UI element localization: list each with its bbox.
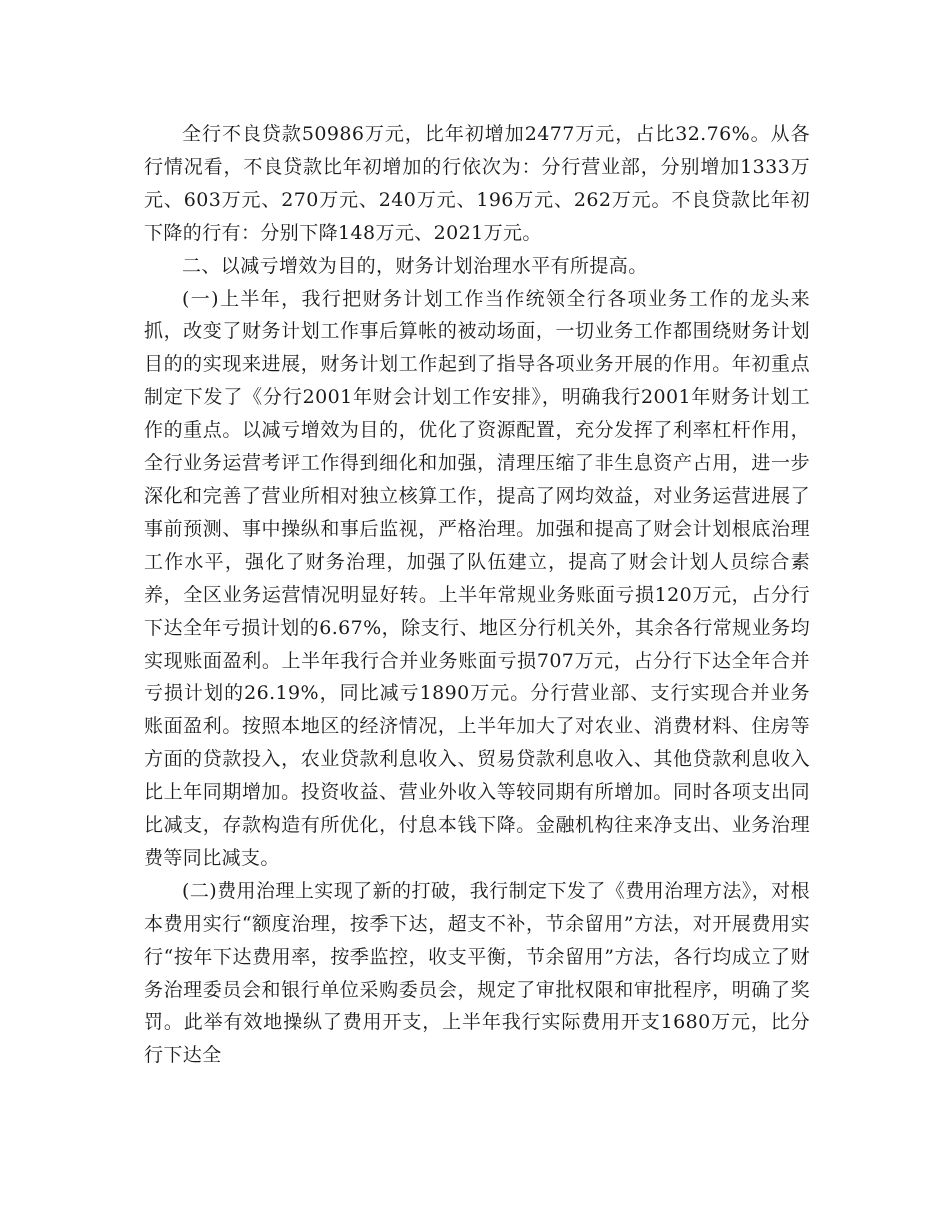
document-body [144, 118, 810, 1072]
paragraph-npl-loans: 全行不良贷款50986万元，比年初增加2477万元，占比32.76%。从各行情况看，不良贷款比年初增加的行依次为：分行营业部，分别增加1333万元、603万元、270万元、240万元、196万元、262万元。不良贷款比年初下降的行有：分别下降148万元、2021万元。 [144, 123, 810, 244]
paragraph-section-heading: 二、以减亏增效为目的，财务计划治理水平有所提高。 [182, 254, 648, 277]
paragraph-financial-planning: (一)上半年，我行把财务计划工作当作统领全行各项业务工作的龙头来抓，改变了财务计划工作事后算帐的被动场面，一切业务工作都围绕财务计划目的的实现来进展，财务计划工作起到了指导各项业务开展的作用。年初重点制定下发了《分行2001年财会计划工作安排》，明确我行2001年财务计划工作的重点。以减亏增效为目的，优化了资源配置，充分发挥了利率杠杆作用，全行业务运营考评工作得到细化和加强，清理压缩了非生息资产占用，进一步深化和完善了营业所相对独立核算工作，提高了网均效益，对业务运营进展了事前预测、事中操纵和事后监视，严格治理。加强和提高了财会计划根底治理工作水平，强化了财务治理，加强了队伍建立，提高了财会计划人员综合素养，全区业务运营情况明显好转。上半年常规业务账面亏损120万元，占分行下达全年亏损计划的6.67%，除支行、地区分行机关外，其余各行常规业务均实现账面盈利。上半年我行合并业务账面亏损707万元，占分行下达全年合并亏损计划的26.19%，同比减亏1890万元。分行营业部、支行实现合并业务账面盈利。按照本地区的经济情况，上半年加大了对农业、消费材料、住房等方面的贷款投入，农业贷款利息收入、贸易贷款利息收入、其他贷款利息收入比上年同期增加。投资收益、营业外收入等较同期有所增加。同时各项支出同比减支，存款构造有所优化，付息本钱下降。金融机构往来净支出、业务治理费等同比减支。 [144, 287, 810, 869]
paragraph-expense-management: (二)费用治理上实现了新的打破，我行制定下发了《费用治理方法》，对根本费用实行“额度治理，按季下达，超支不补，节余留用”方法，对开展费用实行“按年下达费用率，按季监控，收支平衡，节余留用”方法，各行均成立了财务治理委员会和银行单位采购委员会，规定了审批权限和审批程序，明确了奖罚。此举有效地操纵了费用开支，上半年我行实际费用开支1680万元，比分行下达全 [144, 879, 810, 1067]
